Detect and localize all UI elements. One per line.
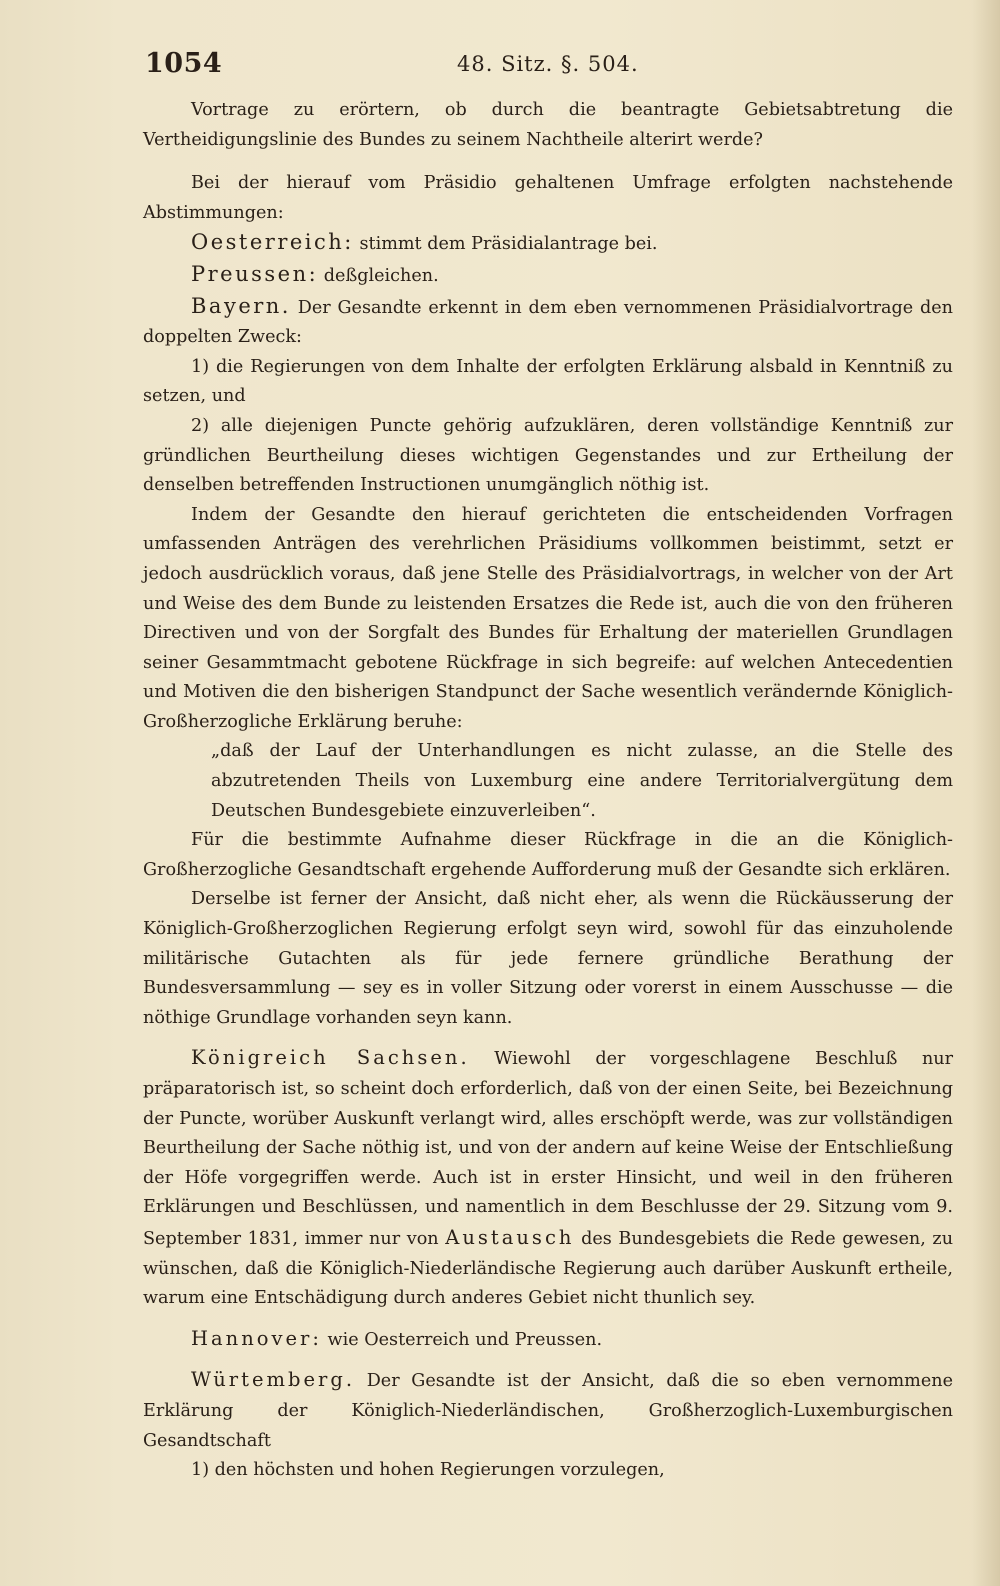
paragraph: Derselbe ist ferner der Ansicht, daß nicht eher, als wenn die Rückäusserung der Königlich-Großherzoglichen Regierung erfolgt seyn wird, sowohl für das einzuholende militärische Gutachten als für jede fernere gründliche Berathung der Bundesversammlung — sey es in voller Sitzung oder vorerst in einem Ausschusse — die nöthige Grundlage vorhanden seyn kann.	[143, 889, 953, 1028]
page-number: 1054	[145, 48, 223, 79]
speaker-name: Bayern.	[191, 293, 291, 318]
numbered-point: 1) die Regierungen von dem Inhalte der erfolgten Erklärung alsbald in Kenntniß zu setzen, und	[143, 356, 953, 407]
running-head: 48. Sitz. §. 504.	[457, 52, 639, 76]
vote-text-continued: des Bundesgebiets die Rede gewesen, zu wünschen, daß die Königlich-Niederländische Regierung auch darüber Auskunft ertheile, warum eine Entschädigung durch anderes Gebiet nicht thunlich sey.	[143, 1228, 954, 1309]
vote-paragraph	[143, 228, 953, 260]
vote-paragraph	[143, 1324, 953, 1356]
emphasized-word: Austausch	[445, 1225, 575, 1249]
vote-text: Wiewohl der vorgeschlagene Beschluß nur präparatorisch ist, so scheint doch erforderlich, daß von der einen Seite, bei Bezeichnung der Puncte, worüber Auskunft verlangt wird, alles erschöpft werde, was zur vollständigen Beurtheilung der Sache nöthig ist, und von der andern auf keine Weise der Entschließung der Höfe vorgegriffen werde. Auch ist in erster Hinsicht, und weil in den früheren Erklärungen und Beschlüssen, und namentlich in dem Beschlusse der 29. Sitzung vom 9. September 1831, immer nur von	[143, 1049, 954, 1249]
speaker-name: Königreich Sachsen.	[191, 1046, 470, 1070]
paragraph: Für die bestimmte Aufnahme dieser Rückfrage in die an die Königlich-Großherzogliche Gesandtschaft ergehende Aufforderung muß der Gesandte sich erklären.	[143, 830, 953, 880]
quotation: „daß der Lauf der Unterhandlungen es nicht zulasse, an die Stelle des abzutretenden Theils von Luxemburg eine andere Territorialvergütung dem Deutschen Bundesgebiete einzuverleiben“.	[211, 741, 953, 821]
paragraph: Bei der hierauf vom Präsidio gehaltenen Umfrage erfolgten nachstehende Abstimmungen:	[143, 173, 953, 223]
speaker-name: Oesterreich:	[191, 230, 354, 255]
vote-text: stimmt dem Präsidialantrage bei.	[359, 234, 658, 255]
vote-text: Der Gesandte erkennt in dem eben vernommenen Präsidialvortrage den doppelten Zweck:	[143, 297, 953, 348]
speaker-name: Würtemberg.	[191, 1368, 356, 1392]
page-edge-shadow	[972, 0, 1000, 1586]
vote-paragraph	[143, 1365, 953, 1456]
vote-paragraph	[143, 292, 953, 353]
numbered-point: 2) alle diejenigen Puncte gehörig aufzuklären, deren vollständige Kenntniß zur gründlichen Beurtheilung dieses wichtigen Gegenstandes und zur Ertheilung der denselben betreffenden Instructionen unumgänglich nöthig ist.	[143, 415, 953, 496]
paragraph: Indem der Gesandte den hierauf gerichteten die entscheidenden Vorfragen umfassenden Anträgen des verehrlichen Präsidiums vollkommen beistimmt, setzt er jedoch ausdrücklich voraus, daß jene Stelle des Präsidialvortrags, in welcher von der Art und Weise des dem Bunde zu leistenden Ersatzes die Rede ist, auch die von den früheren Directiven und von der Sorgfalt des Bundes für Erhaltung der materiellen Grundlagen seiner Gesammtmacht gebotene Rückfrage in sich begreife: auf welchen Antecedentien und Motiven die den bisherigen Standpunct der Sache wesentlich verändernde Königlich-Großherzogliche Erklärung beruhe:	[143, 504, 953, 732]
numbered-point: 1) den höchsten und hohen Regierungen vorzulegen,	[191, 1460, 665, 1481]
vote-paragraph	[143, 1043, 953, 1313]
page-header	[145, 48, 940, 88]
speaker-name: Hannover:	[191, 1326, 322, 1350]
paragraph: Vortrage zu erörtern, ob durch die beantragte Gebietsabtretung die Vertheidigungslinie des Bundes zu seinem Nachtheile alterirt werde?	[143, 100, 953, 150]
vote-text: Der Gesandte ist der Ansicht, daß die so eben vernommene Erklärung der Königlich-Niederländischen, Großherzoglich-Luxemburgischen Gesandtschaft	[143, 1371, 954, 1451]
vote-text: wie Oesterreich und Preussen.	[327, 1329, 603, 1350]
body-text	[143, 96, 953, 1486]
vote-text: deßgleichen.	[323, 265, 439, 286]
vote-paragraph	[143, 260, 953, 292]
speaker-name: Preussen:	[191, 261, 319, 286]
